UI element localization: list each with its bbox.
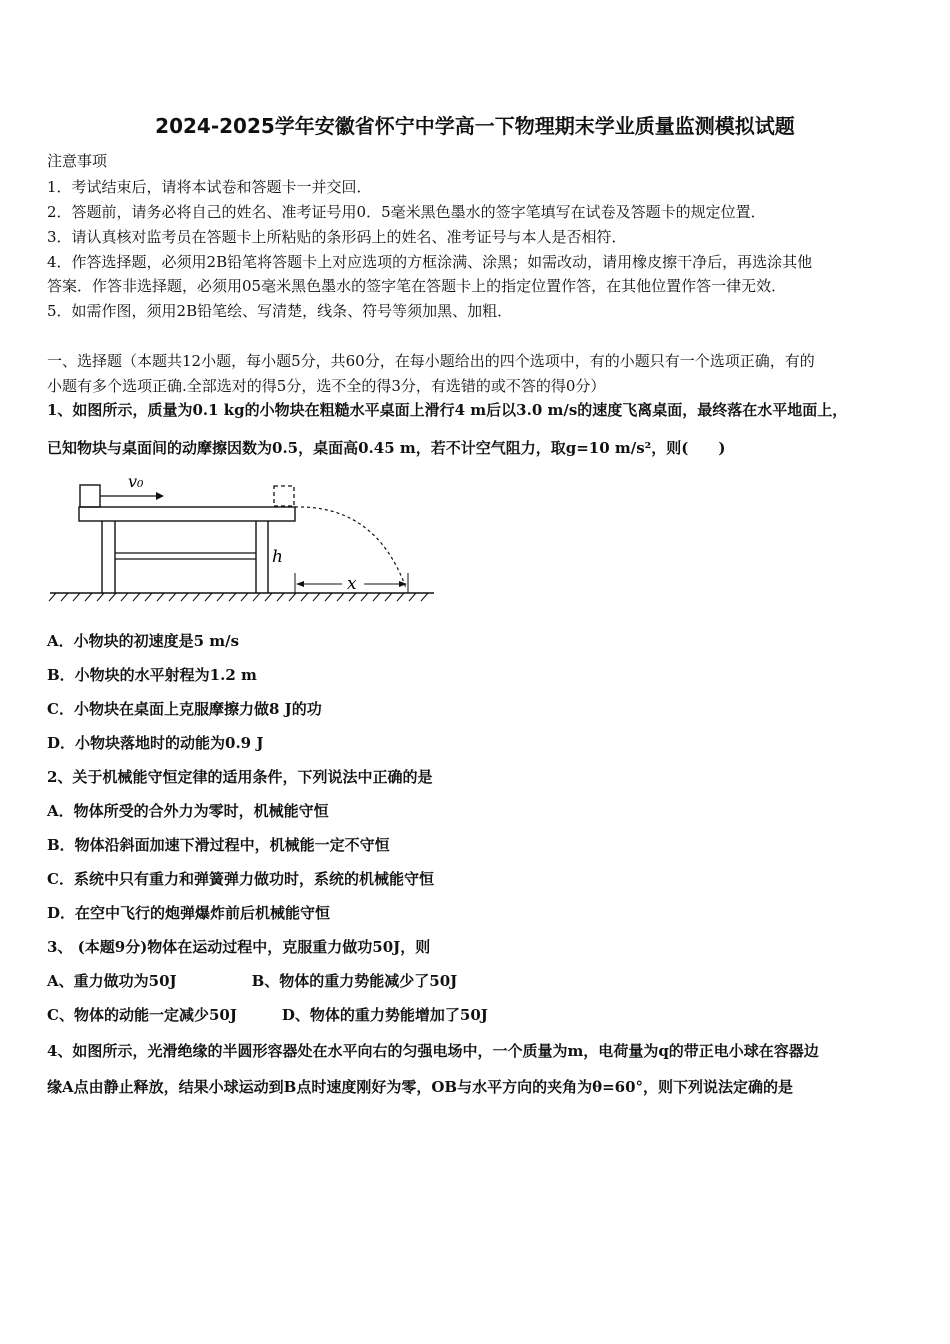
arrow-head — [156, 492, 164, 500]
question-2-option-b: B．物体沿斜面加速下滑过程中，机械能一定不守恒 — [47, 836, 390, 854]
table-projectile-figure — [46, 470, 438, 606]
section-instructions: 小题有多个选项正确.全部选对的得5分，选不全的得3分，有选错的或不答的得0分） — [47, 377, 606, 395]
question-2-stem: 2、关于机械能守恒定律的适用条件，下列说法中正确的是 — [47, 768, 433, 786]
question-3-options-row: A、重力做功为50J B、物体的重力势能减少了50J — [47, 972, 458, 990]
question-1-stem: 1、如图所示，质量为0.1 kg的小物块在粗糙水平桌面上滑行4 m后以3.0 m/s的速度飞离桌面，最终落在水平地面上， — [47, 401, 848, 419]
question-3-stem: 3、 (本题9分)物体在运动过程中，克服重力做功50J，则 — [47, 938, 431, 956]
velocity-label: v₀ — [128, 472, 144, 491]
question-1-stem: 已知物块与桌面间的动摩擦因数为0.5，桌面高0.45 m，若不计空气阻力，取g=10 m/s²，则( ) — [47, 439, 726, 457]
question-2-option-d: D．在空中飞行的炮弹爆炸前后机械能守恒 — [47, 904, 331, 922]
page-title: 2024-2025学年安徽省怀宁中学高一下物理期末学业质量监测模拟试题 — [155, 114, 795, 138]
notice-item: 3．请认真核对监考员在答题卡上所粘贴的条形码上的姓名、准考证号与本人是否相符． — [47, 228, 627, 246]
section-instructions: 一、选择题（本题共12小题，每小题5分，共60分，在每小题给出的四个选项中，有的小题只有一个选项正确，有的 — [47, 352, 815, 370]
notice-item: 1．考试结束后，请将本试卷和答题卡一并交回． — [47, 178, 372, 196]
question-3-options-row: C、物体的动能一定减少50J D、物体的重力势能增加了50J — [47, 1006, 488, 1024]
block — [80, 485, 100, 507]
notice-item: 5．如需作图，须用2B铅笔绘、写清楚，线条、符号等须加黑、加粗． — [47, 302, 513, 320]
notice-item: 答案．作答非选择题，必须用05毫米黑色墨水的签字笔在答题卡上的指定位置作答，在其他位置作答一律无效． — [47, 277, 787, 295]
question-2-option-a: A．物体所受的合外力为零时，机械能守恒 — [47, 802, 329, 820]
question-2-option-c: C．系统中只有重力和弹簧弹力做功时，系统的机械能守恒 — [47, 870, 434, 888]
dashed-block — [274, 486, 294, 506]
question-4-stem: 4、如图所示，光滑绝缘的半圆形容器处在水平向右的匀强电场中，一个质量为m，电荷量为q的带正电小球在容器边 — [47, 1042, 819, 1060]
question-1-option-d: D．小物块落地时的动能为0.9 J — [47, 734, 264, 752]
question-1-option-c: C．小物块在桌面上克服摩擦力做8 J的功 — [47, 700, 322, 718]
notice-item: 4．作答选择题，必须用2B铅笔将答题卡上对应选项的方框涂满、涂黑；如需改动，请用橡皮擦干净后，再选涂其他 — [47, 253, 813, 271]
range-label: x — [347, 574, 357, 594]
question-1-option-b: B．小物块的水平射程为1.2 m — [47, 666, 257, 684]
notice-item: 2．答题前，请务必将自己的姓名、准考证号用0．5毫米黑色墨水的签字笔填写在试卷及答题卡的规定位置． — [47, 203, 766, 221]
notice-heading: 注意事项 — [47, 152, 108, 170]
question-4-stem: 缘A点由静止释放，结果小球运动到B点时速度刚好为零，OB与水平方向的夹角为θ=60°，则下列说法定确的是 — [47, 1078, 794, 1096]
table-top — [79, 507, 295, 521]
height-label: h — [272, 547, 283, 567]
question-1-option-a: A．小物块的初速度是5 m/s — [47, 632, 240, 650]
